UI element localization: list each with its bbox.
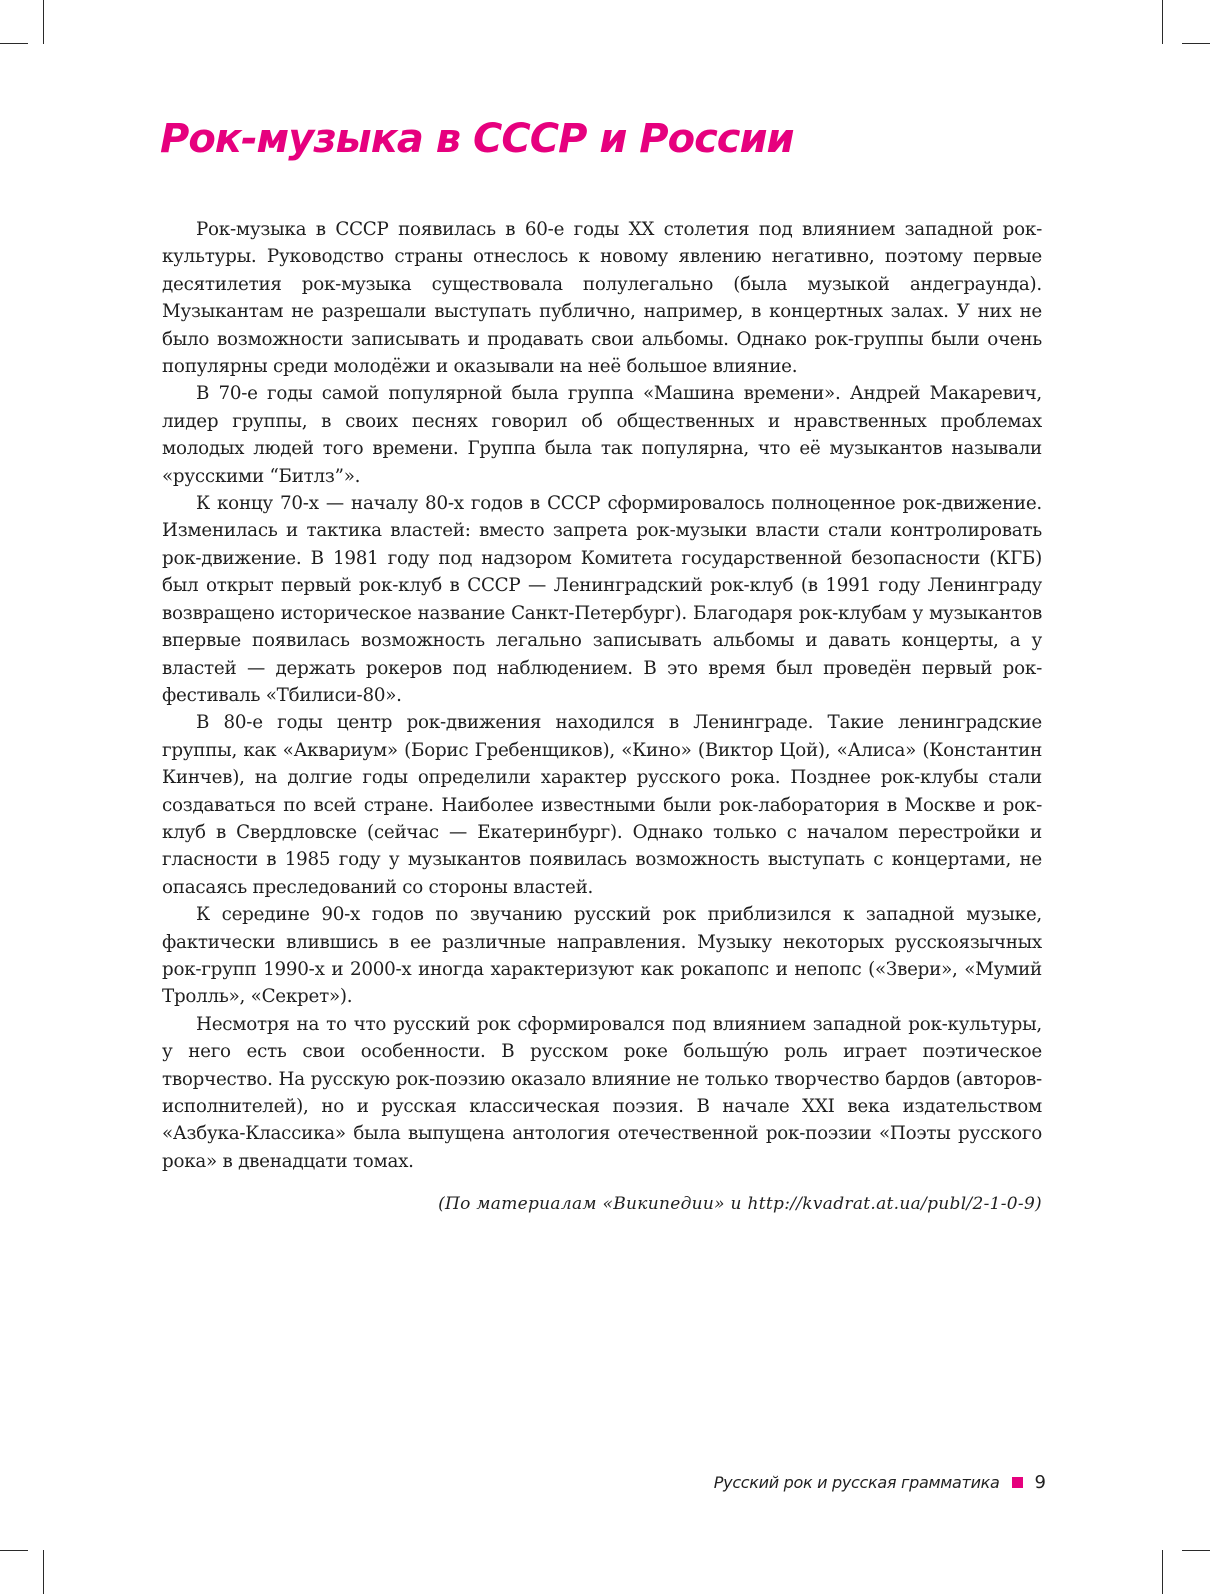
crop-mark <box>1182 43 1210 44</box>
page-title: Рок-музыка в СССР и России <box>160 116 794 162</box>
crop-mark <box>1162 1550 1163 1594</box>
crop-mark <box>0 43 28 44</box>
paragraph: Рок-музыка в СССР появилась в 60-е годы XX столетия под влиянием западной рок-культуры. Руководство страны отнеслось к новому явлению негативно, поэтому первые десятилетия рок-музыка существовала полулегально (была музыкой андеграунда). Музыкантам не разрешали выступать публично, например, в концертных залах. У них не было возможности записывать и продавать свои альбомы. Однако рок-группы были очень популярны среди молодёжи и оказывали на неё большое влияние. <box>162 219 1042 378</box>
page-number: 9 <box>1034 1472 1046 1493</box>
crop-mark <box>0 1550 28 1551</box>
crop-mark <box>1182 1550 1210 1551</box>
crop-mark <box>43 1550 44 1594</box>
footer-book-title: Русский рок и русская грамматика <box>713 1473 1000 1492</box>
paragraph: В 70-е годы самой популярной была группа «Машина времени». Андрей Макаревич, лидер группы, в своих песнях говорил об общественных и нравственных проблемах молодых людей того времени. Группа была так популярна, что её музыкантов называли «русскими “Битлз”». <box>162 383 1042 487</box>
paragraph: В 80-е годы центр рок-движения находился в Ленинграде. Такие ленинградские группы, как «Аквариум» (Борис Гребенщиков), «Кино» (Виктор Цой), «Алиса» (Константин Кинчев), на долгие годы определили характер русского рока. Позднее рок-клубы стали создаваться по всей стране. Наиболее известными были рок-лаборатория в Москве и рок-клуб в Свердловске (сейчас — Екатеринбург). Однако только с началом перестройки и гласности в 1985 году у музыкантов появилась возможность выступать с концертами, не опасаясь преследований со стороны властей. <box>162 712 1042 898</box>
source-citation: (По материалам «Википедии» и http://kvadrat.at.ua/publ/2-1-0-9) <box>438 1194 1042 1214</box>
article-body <box>162 216 1042 1175</box>
crop-mark <box>1162 0 1163 44</box>
crop-mark <box>43 0 44 44</box>
paragraph: К середине 90-х годов по звучанию русский рок приблизился к западной музыке, фактически влившись в ее различные направления. Музыку некоторых русскоязычных рок-групп 1990-х и 2000-х иногда характеризуют как рокапопс и непопс («Звери», «Мумий Тролль», «Секрет»). <box>162 904 1042 1008</box>
square-bullet-icon <box>1012 1477 1023 1488</box>
paragraph: Несмотря на то что русский рок сформировался под влиянием западной рок-культуры, у него есть свои особенности. В русском роке большýю роль играет поэтическое творчество. На русскую рок-поэзию оказало влияние не только творчество бардов (авторов-исполнителей), но и русская классическая поэзия. В начале XXI века издательством «Азбука-Классика» была выпущена антология отечественной рок-поэзии «Поэты русского рока» в двенадцати томах. <box>162 1013 1042 1172</box>
page-footer <box>714 1472 1046 1493</box>
paragraph: К концу 70-х — началу 80-х годов в СССР сформировалось полноценное рок-движение. Изменилась и тактика властей: вместо запрета рок-музыки власти стали контролировать рок-движение. В 1981 году под надзором Комитета государственной безопасности (КГБ) был открыт первый рок-клуб в СССР — Ленинградский рок-клуб (в 1991 году Ленинграду возвращено историческое название Санкт-Петербург). Благодаря рок-клубам у музыкантов впервые появилась возможность легально записывать альбомы и давать концерты, а у властей — держать рокеров под наблюдением. В это время был проведён первый рок-фестиваль «Тбилиси-80». <box>162 493 1042 706</box>
